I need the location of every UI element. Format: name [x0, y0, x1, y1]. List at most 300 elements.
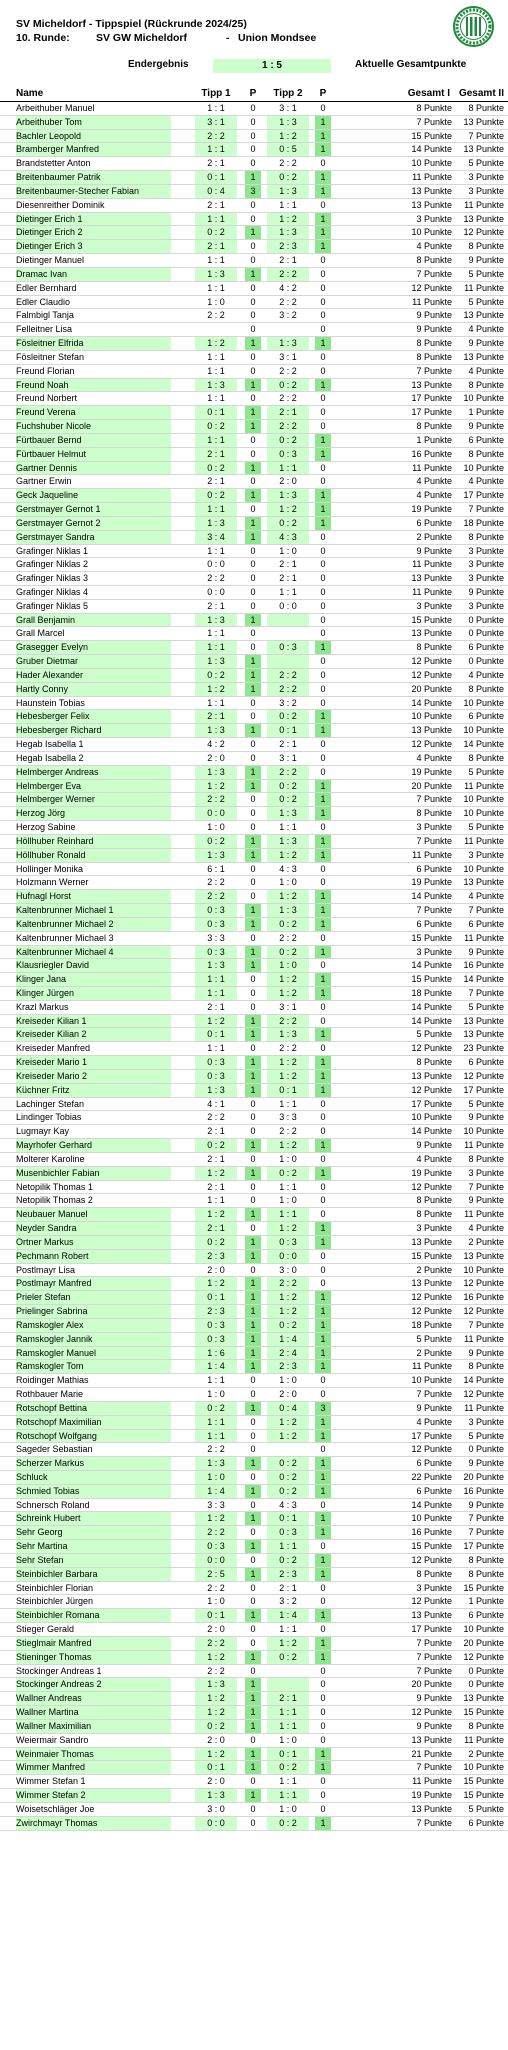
total2-cell: 16 Punkte [463, 960, 504, 971]
player-name: Netopilik Thomas 2 [16, 1195, 93, 1206]
total2-cell: 13 Punkte [463, 1029, 504, 1040]
total2-cell: 11 Punkte [464, 932, 504, 943]
total2-cell: 5 Punkte [468, 296, 504, 307]
table-row [0, 102, 508, 116]
points1-cell: 0 [250, 199, 256, 210]
total1-cell: 7 Punkte [416, 1817, 452, 1828]
player-name: Mayrhofer Gerhard [16, 1139, 171, 1152]
tip2-cell: 3 : 2 [279, 697, 297, 708]
total1-cell: 20 Punkte [411, 1679, 452, 1690]
table-row [0, 1250, 508, 1264]
points1-cell: 1 [245, 1291, 261, 1304]
col-p2: P [319, 88, 327, 99]
tip1-cell: 2 : 1 [207, 600, 225, 611]
total1-cell: 6 Punkte [416, 1485, 452, 1496]
tip2-cell: 1 : 3 [267, 835, 309, 848]
table-row [0, 392, 508, 406]
tip2-cell: 0 : 2 [267, 918, 309, 931]
total2-cell: 3 Punkte [468, 849, 504, 860]
tip1-cell: 1 : 2 [195, 683, 237, 696]
total2-cell: 10 Punkte [463, 794, 504, 805]
total1-cell: 4 Punkte [416, 241, 452, 252]
player-name: Herzog Jörg [16, 807, 171, 820]
table-row [0, 1181, 508, 1195]
points2-cell: 0 [320, 1582, 326, 1593]
tip1-cell: 1 : 1 [207, 545, 225, 556]
points1-cell: 0 [250, 1001, 256, 1012]
points1-cell: 1 [245, 1015, 261, 1028]
table-row [0, 1167, 508, 1181]
player-name: Wallner Andreas [16, 1692, 171, 1705]
tip1-cell: 2 : 5 [195, 1568, 237, 1581]
total2-cell: 9 Punkte [468, 586, 504, 597]
total2-cell: 20 Punkte [463, 1637, 504, 1648]
points1-cell: 1 [245, 1347, 261, 1360]
points2-cell: 0 [320, 1043, 326, 1054]
points1-cell: 0 [250, 1817, 256, 1828]
tip1-cell: 1 : 1 [207, 1195, 225, 1206]
tip1-cell: 2 : 0 [207, 1776, 225, 1787]
total1-cell: 14 Punkte [411, 1001, 452, 1012]
points1-cell: 1 [245, 655, 261, 668]
total1-cell: 8 Punkte [416, 255, 452, 266]
total2-cell: 9 Punkte [468, 1499, 504, 1510]
points1-cell: 0 [250, 1389, 256, 1400]
tip1-cell: 1 : 3 [195, 614, 237, 627]
total1-cell: 15 Punkte [411, 614, 452, 625]
tip2-cell: 2 : 1 [279, 559, 297, 570]
tip1-cell: 1 : 3 [195, 849, 237, 862]
player-name: Breitenbaumer-Stecher Fabian [16, 185, 171, 198]
points1-cell: 0 [250, 324, 256, 335]
points2-cell: 0 [320, 766, 326, 777]
points1-cell: 1 [245, 1236, 261, 1249]
tip1-cell: 1 : 2 [195, 1651, 237, 1664]
player-name: Edler Claudio [16, 296, 71, 307]
table-row [0, 1125, 508, 1139]
points1-cell: 1 [245, 1540, 261, 1553]
table-row [0, 434, 508, 448]
tip2-cell: 0 : 1 [267, 1748, 309, 1761]
player-name: Schreink Hubert [16, 1512, 171, 1525]
table-row [0, 489, 508, 503]
points1-cell: 0 [250, 1734, 256, 1745]
table-row [0, 213, 508, 227]
total1-cell: 3 Punkte [416, 946, 452, 957]
table-row [0, 724, 508, 738]
total1-cell: 13 Punkte [411, 1734, 452, 1745]
total2-cell: 8 Punkte [468, 531, 504, 542]
player-name: Postlmayr Manfred [16, 1277, 171, 1290]
player-name: Lugmayr Kay [16, 1126, 70, 1137]
player-name: Gerstmayer Gernot 1 [16, 503, 171, 516]
player-name: Pechmann Robert [16, 1250, 171, 1263]
tip1-cell: 0 : 3 [195, 946, 237, 959]
total2-cell: 3 Punkte [468, 185, 504, 196]
tip2-cell: 0 : 3 [267, 1236, 309, 1249]
points1-cell: 1 [245, 1277, 261, 1290]
total2-cell: 0 Punkte [468, 1665, 504, 1676]
points1-cell: 0 [250, 1637, 256, 1648]
tip1-cell: 1 : 0 [207, 296, 225, 307]
tip2-cell: 0 : 2 [267, 1167, 309, 1180]
total1-cell: 15 Punkte [411, 1250, 452, 1261]
table-row [0, 1692, 508, 1706]
player-name: Edler Bernhard [16, 282, 77, 293]
points2-cell: 0 [320, 600, 326, 611]
tip1-cell: 3 : 3 [207, 1499, 225, 1510]
total2-cell: 3 Punkte [468, 545, 504, 556]
total1-cell: 11 Punkte [412, 559, 452, 570]
total2-cell: 4 Punkte [468, 365, 504, 376]
points2-cell: 0 [320, 324, 326, 335]
total1-cell: 12 Punkte [411, 1554, 452, 1565]
table-row [0, 1637, 508, 1651]
total1-cell: 22 Punkte [411, 1471, 452, 1482]
tip2-cell: 2 : 2 [279, 1043, 297, 1054]
tip1-cell: 1 : 3 [195, 766, 237, 779]
points2-cell: 1 [315, 724, 331, 737]
total1-cell: 19 Punkte [411, 877, 452, 888]
table-row [0, 1526, 508, 1540]
total1-cell: 5 Punkte [416, 1333, 452, 1344]
points1-cell: 0 [250, 600, 256, 611]
table-row [0, 1665, 508, 1679]
points1-cell: 1 [245, 1167, 261, 1180]
player-name: Rotschopf Maximilian [16, 1416, 171, 1429]
player-name: Freund Norbert [16, 393, 78, 404]
tip2-cell: 0 : 2 [267, 793, 309, 806]
table-row [0, 1264, 508, 1278]
points1-cell: 0 [250, 586, 256, 597]
tip2-cell: 1 : 1 [279, 1624, 297, 1635]
tip2-cell: 1 : 2 [267, 849, 309, 862]
tip2-cell: 0 : 2 [267, 1817, 309, 1830]
total2-cell: 14 Punkte [463, 974, 504, 985]
table-row [0, 1360, 508, 1374]
tip1-cell: 1 : 1 [195, 641, 237, 654]
total1-cell: 7 Punkte [416, 365, 452, 376]
total1-cell: 4 Punkte [416, 476, 452, 487]
player-name: Haunstein Tobias [16, 697, 85, 708]
total1-cell: 4 Punkte [416, 752, 452, 763]
table-row [0, 586, 508, 600]
points1-cell: 0 [250, 573, 256, 584]
tip1-cell: 1 : 0 [207, 1389, 225, 1400]
player-name: Fuchshuber Nicole [16, 420, 171, 433]
points2-cell: 0 [320, 407, 326, 418]
tip2-cell: 0 : 2 [267, 1651, 309, 1664]
tip1-cell: 1 : 1 [195, 973, 237, 986]
player-name: Gerstmayer Gernot 2 [16, 517, 171, 530]
tip1-cell [195, 323, 237, 336]
table-row [0, 1208, 508, 1222]
tip2-cell: 1 : 3 [267, 1028, 309, 1041]
total2-cell: 8 Punkte [468, 1568, 504, 1579]
player-name: Kreiseder Manfred [16, 1043, 91, 1054]
points2-cell: 0 [320, 752, 326, 763]
total2-cell: 5 Punkte [468, 158, 504, 169]
tip1-cell: 1 : 2 [195, 1748, 237, 1761]
total2-cell: 18 Punkte [463, 517, 504, 528]
table-row [0, 807, 508, 821]
player-name: Wallner Maximilian [16, 1720, 171, 1733]
player-name: Rotschopf Wolfgang [16, 1430, 171, 1443]
points1-cell: 0 [250, 1582, 256, 1593]
total2-cell: 12 Punkte [463, 227, 504, 238]
total1-cell: 12 Punkte [411, 1306, 452, 1317]
total1-cell: 13 Punkte [411, 379, 452, 390]
player-name: Hegab Isabella 1 [16, 739, 84, 750]
total1-cell: 13 Punkte [411, 1278, 452, 1289]
table-row [0, 1236, 508, 1250]
player-name: Hartly Conny [16, 683, 171, 696]
tip2-cell: 1 : 1 [279, 199, 297, 210]
points2-cell: 0 [320, 393, 326, 404]
points2-cell: 0 [320, 683, 326, 694]
tip1-cell: 1 : 1 [195, 434, 237, 447]
total1-cell: 7 Punkte [416, 1665, 452, 1676]
player-name: Bramberger Manfred [16, 143, 171, 156]
table-row [0, 1056, 508, 1070]
points2-cell: 0 [320, 1181, 326, 1192]
tip2-cell: 2 : 0 [279, 476, 297, 487]
tip1-cell: 2 : 2 [195, 1526, 237, 1539]
points2-cell: 1 [315, 1056, 331, 1069]
total2-cell: 8 Punkte [468, 1153, 504, 1164]
points2-cell: 0 [320, 1001, 326, 1012]
col-p1: P [249, 88, 257, 99]
tip2-cell: 2 : 2 [267, 669, 309, 682]
points2-cell: 0 [320, 1112, 326, 1123]
tip2-cell: 2 : 2 [267, 766, 309, 779]
player-name: Steinbichler Romana [16, 1609, 171, 1622]
tip2-cell: 2 : 0 [279, 1389, 297, 1400]
points2-cell: 0 [320, 1720, 326, 1731]
total2-cell: 14 Punkte [463, 739, 504, 750]
points1-cell: 0 [250, 130, 256, 141]
table-row [0, 1761, 508, 1775]
points1-cell: 1 [245, 835, 261, 848]
tip1-cell: 2 : 1 [207, 1001, 225, 1012]
table-row [0, 918, 508, 932]
match-separator: - [226, 32, 230, 44]
player-name: Hufnagl Horst [16, 890, 171, 903]
total1-cell: 16 Punkte [411, 1527, 452, 1538]
tip2-cell: 2 : 1 [267, 406, 309, 419]
tip1-cell: 1 : 3 [195, 959, 237, 972]
tip2-cell: 3 : 2 [279, 1596, 297, 1607]
tip1-cell: 1 : 2 [195, 780, 237, 793]
points2-cell: 0 [320, 1250, 326, 1261]
tip1-cell: 0 : 0 [207, 586, 225, 597]
tip2-cell: 0 : 2 [267, 710, 309, 723]
table-row [0, 1277, 508, 1291]
tip2-cell: 1 : 1 [279, 1776, 297, 1787]
points2-cell: 1 [315, 1817, 331, 1830]
tip1-cell: 2 : 1 [195, 448, 237, 461]
total2-cell: 15 Punkte [463, 1582, 504, 1593]
tip2-cell: 1 : 1 [279, 586, 297, 597]
points1-cell: 0 [250, 255, 256, 266]
table-row [0, 1347, 508, 1361]
total1-cell: 8 Punkte [416, 808, 452, 819]
table-row [0, 614, 508, 628]
table-row [0, 1457, 508, 1471]
total1-cell: 11 Punkte [412, 1776, 452, 1787]
player-name: Arbeithuber Tom [16, 116, 171, 129]
table-row [0, 835, 508, 849]
tip1-cell: 1 : 3 [195, 517, 237, 530]
tip1-cell: 0 : 2 [195, 489, 237, 502]
table-row [0, 1070, 508, 1084]
points1-cell: 0 [250, 891, 256, 902]
points1-cell: 0 [250, 1416, 256, 1427]
tip2-cell: 0 : 5 [267, 143, 309, 156]
tip1-cell: 2 : 0 [207, 1624, 225, 1635]
player-name: Sageder Sebastian [16, 1444, 93, 1455]
tip2-cell: 1 : 0 [279, 877, 297, 888]
player-name: Sehr Stefan [16, 1554, 171, 1567]
tip1-cell: 0 : 2 [195, 1720, 237, 1733]
total2-cell: 17 Punkte [463, 490, 504, 501]
player-name: Hader Alexander [16, 669, 171, 682]
tip1-cell: 0 : 1 [195, 406, 237, 419]
table-row [0, 1720, 508, 1734]
points2-cell: 1 [315, 1070, 331, 1083]
total1-cell: 17 Punkte [411, 1624, 452, 1635]
tip2-cell: 1 : 3 [267, 904, 309, 917]
points1-cell: 1 [245, 420, 261, 433]
total2-cell: 9 Punkte [468, 1112, 504, 1123]
table-row [0, 323, 508, 337]
tip1-cell: 0 : 2 [195, 462, 237, 475]
player-name: Stockinger Andreas 1 [16, 1665, 102, 1676]
total2-cell: 10 Punkte [463, 697, 504, 708]
table-row [0, 1015, 508, 1029]
points1-cell: 1 [245, 1485, 261, 1498]
tip1-cell: 0 : 3 [195, 1319, 237, 1332]
points1-cell: 0 [250, 1223, 256, 1234]
player-name: Krazl Markus [16, 1001, 69, 1012]
total1-cell: 19 Punkte [411, 504, 452, 515]
points2-cell: 1 [315, 1430, 331, 1443]
player-name: Weiermair Sandro [16, 1734, 89, 1745]
total2-cell: 5 Punkte [468, 1098, 504, 1109]
total2-cell: 8 Punkte [468, 1720, 504, 1731]
total2-cell: 12 Punkte [463, 1306, 504, 1317]
table-row [0, 1499, 508, 1513]
player-name: Lindinger Tobias [16, 1112, 82, 1123]
total2-cell: 6 Punkte [468, 642, 504, 653]
points2-cell: 1 [315, 503, 331, 516]
total1-cell: 3 Punkte [416, 1582, 452, 1593]
tip1-cell: 0 : 2 [195, 669, 237, 682]
total1-cell: 3 Punkte [416, 213, 452, 224]
total2-cell: 14 Punkte [463, 1375, 504, 1386]
tip1-cell: 2 : 2 [195, 890, 237, 903]
player-name: Herzog Sabine [16, 822, 76, 833]
total1-cell: 17 Punkte [411, 407, 452, 418]
points2-cell: 1 [315, 1637, 331, 1650]
table-row [0, 890, 508, 904]
tip2-cell: 0 : 2 [267, 780, 309, 793]
tip1-cell: 1 : 1 [195, 213, 237, 226]
tip2-cell [267, 627, 309, 640]
points2-cell: 1 [315, 130, 331, 143]
total2-cell: 10 Punkte [463, 393, 504, 404]
points1-cell: 1 [245, 766, 261, 779]
points2-cell: 1 [315, 710, 331, 723]
total1-cell: 6 Punkte [416, 1458, 452, 1469]
tip2-cell: 0 : 2 [267, 1319, 309, 1332]
points1-cell: 1 [245, 1305, 261, 1318]
tip1-cell: 2 : 1 [195, 710, 237, 723]
total2-cell: 0 Punkte [468, 628, 504, 639]
player-name: Wimmer Stefan 2 [16, 1789, 171, 1802]
tip1-cell: 1 : 4 [195, 1360, 237, 1373]
player-name: Grafinger Niklas 5 [16, 600, 89, 611]
tip2-cell: 1 : 0 [279, 1803, 297, 1814]
table-row [0, 1706, 508, 1720]
points1-cell: 1 [245, 683, 261, 696]
total2-cell: 10 Punkte [463, 1762, 504, 1773]
tip2-cell: 1 : 2 [267, 1305, 309, 1318]
points2-cell: 0 [320, 103, 326, 113]
total2-cell: 12 Punkte [463, 1651, 504, 1662]
total1-cell: 10 Punkte [411, 711, 452, 722]
tip1-cell: 2 : 2 [207, 310, 225, 321]
player-name: Gruber Dietmar [16, 655, 171, 668]
player-name: Dietinger Manuel [16, 255, 85, 266]
player-name: Fürtbauer Helmut [16, 448, 171, 461]
player-name: Kreiseder Kilian 2 [16, 1028, 171, 1041]
points2-cell: 1 [315, 641, 331, 654]
player-name: Wimmer Manfred [16, 1761, 171, 1774]
total2-cell: 6 Punkte [468, 1817, 504, 1828]
player-name: Fösleitner Stefan [16, 351, 85, 362]
total1-cell: 9 Punkte [416, 1693, 452, 1704]
table-row [0, 503, 508, 517]
total2-cell: 13 Punkte [463, 351, 504, 362]
total1-cell: 9 Punkte [416, 545, 452, 556]
points2-cell: 1 [315, 1554, 331, 1567]
points2-cell: 1 [315, 1319, 331, 1332]
points1-cell: 1 [245, 849, 261, 862]
table-row [0, 545, 508, 559]
points1-cell: 1 [245, 1609, 261, 1622]
tip2-cell: 2 : 2 [267, 1277, 309, 1290]
tip1-cell: 0 : 1 [195, 1761, 237, 1774]
points1-cell: 0 [250, 476, 256, 487]
tip2-cell: 1 : 2 [267, 213, 309, 226]
tip2-cell: 2 : 2 [279, 365, 297, 376]
points2-cell: 1 [315, 1360, 331, 1373]
tip2-cell: 1 : 2 [267, 890, 309, 903]
player-name: Klausriegler David [16, 959, 171, 972]
tip1-cell: 2 : 1 [207, 476, 225, 487]
tip1-cell: 0 : 2 [195, 1139, 237, 1152]
points2-cell: 1 [315, 849, 331, 862]
table-row [0, 254, 508, 268]
points1-cell: 0 [250, 116, 256, 127]
points1-cell: 1 [245, 1512, 261, 1525]
total2-cell: 4 Punkte [468, 324, 504, 335]
total1-cell: 12 Punkte [411, 669, 452, 680]
total1-cell: 2 Punkte [416, 531, 452, 542]
player-name: Freund Noah [16, 379, 171, 392]
total1-cell: 9 Punkte [416, 1140, 452, 1151]
